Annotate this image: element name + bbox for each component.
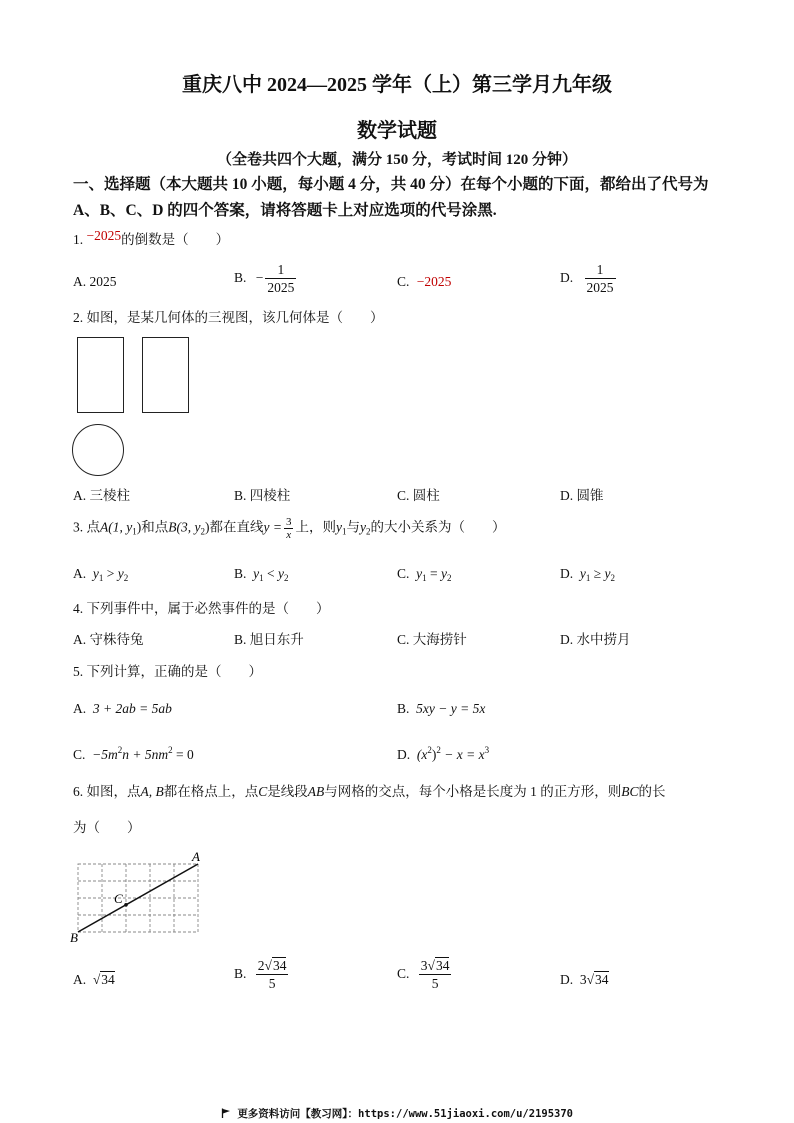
q2-option-b: B. 四棱柱: [234, 488, 291, 503]
question-1-value: −2025: [86, 228, 122, 243]
q3-option-b: B. $y_1 < y_2$: [234, 566, 289, 583]
question-3: 3. 点A(1, $y_1$)和点B(3, $y_2$)都在直线y = $\frac{3}{x}$ 上，则$y_1$与$y_2$的大小关系为（ ）: [73, 516, 506, 541]
q4-option-c: C. 大海捞针: [397, 632, 467, 647]
side-view-rectangle: [142, 337, 189, 413]
q5-option-c: C. $-5m^2n + 5nm^2 = 0$: [73, 745, 194, 762]
grid-figure: [66, 848, 216, 946]
q2-option-c: C. 圆柱: [397, 488, 440, 503]
footer-text: 更多资料访问【教习网】：https://www.51jiaoxi.com/u/2195370: [237, 1108, 573, 1120]
question-6-tail: 为（ ）: [73, 820, 141, 835]
q3-option-d: D. $y_1 \ge y_2$: [560, 566, 616, 583]
q6-option-d: D. 3√34: [560, 972, 609, 987]
question-2: 2. 如图，是某几何体的三视图，该几何体是（ ）: [73, 310, 384, 325]
q3-option-c: C. $y_1 = y_2$: [397, 566, 452, 583]
q1-option-c: C. −2025: [397, 274, 452, 289]
front-view-rectangle: [77, 337, 124, 413]
flag-icon: [221, 1108, 231, 1118]
q1-option-a: A. 2025: [73, 274, 117, 289]
label-c: C: [114, 891, 123, 906]
q5-option-a: A. 3 + 2ab = 5ab: [73, 701, 172, 716]
question-1: [73, 230, 229, 250]
question-6: 6. 如图，点A, B都在格点上，点C是线段AB与网格的交点，每个小格是长度为 1 的正方形，则BC的长: [73, 784, 666, 799]
q4-option-b: B. 旭日东升: [234, 632, 304, 647]
question-number: 1.: [73, 232, 84, 247]
q6-option-a: A. √34: [73, 972, 115, 987]
q5-option-d: D. $(x^2)^2 - x = x^3$: [397, 745, 490, 762]
q6-option-b: B. $\frac{2√34}{5}$: [234, 958, 287, 991]
q2-option-a: A. 三棱柱: [73, 488, 130, 503]
section-heading: 一、选择题（本大题共 10 小题，每小题 4 分，共 40 分）在每个小题的下面，都给出了代号为 A、B、C、D 的四个答案，请将答题卡上对应选项的代号涂黑.: [73, 176, 709, 219]
q4-option-d: D. 水中捞月: [560, 632, 631, 647]
question-4: 4. 下列事件中，属于必然事件的是（ ）: [73, 601, 330, 616]
label-b: B: [70, 930, 78, 945]
q2-option-d: D. 圆锥: [560, 488, 604, 503]
q6-option-c: C. $\frac{3√34}{5}$: [397, 958, 450, 991]
top-view-circle: [72, 424, 124, 476]
q5-option-b: B. 5xy − y = 5x: [397, 701, 486, 716]
footer-link[interactable]: [0, 1106, 794, 1121]
exam-title: 重庆八中 2024—2025 学年（上）第三学月九年级: [182, 74, 612, 96]
exam-note: （全卷共四个大题，满分 150 分，考试时间 120 分钟）: [216, 152, 577, 168]
q1-option-d: D. $\frac{1}{2025}$: [560, 262, 614, 295]
question-5: 5. 下列计算，正确的是（ ）: [73, 664, 262, 679]
question-1-text: 的倒数是（ ）: [121, 232, 230, 247]
q1-option-b: B. − $\frac{1}{2025}$: [234, 262, 295, 295]
subject-title: 数学试题: [357, 120, 437, 142]
q3-option-a: A. $y_1 > y_2$: [73, 566, 129, 583]
point-c: [124, 903, 128, 907]
label-a: A: [192, 849, 200, 864]
q4-option-a: A. 守株待兔: [73, 632, 144, 647]
